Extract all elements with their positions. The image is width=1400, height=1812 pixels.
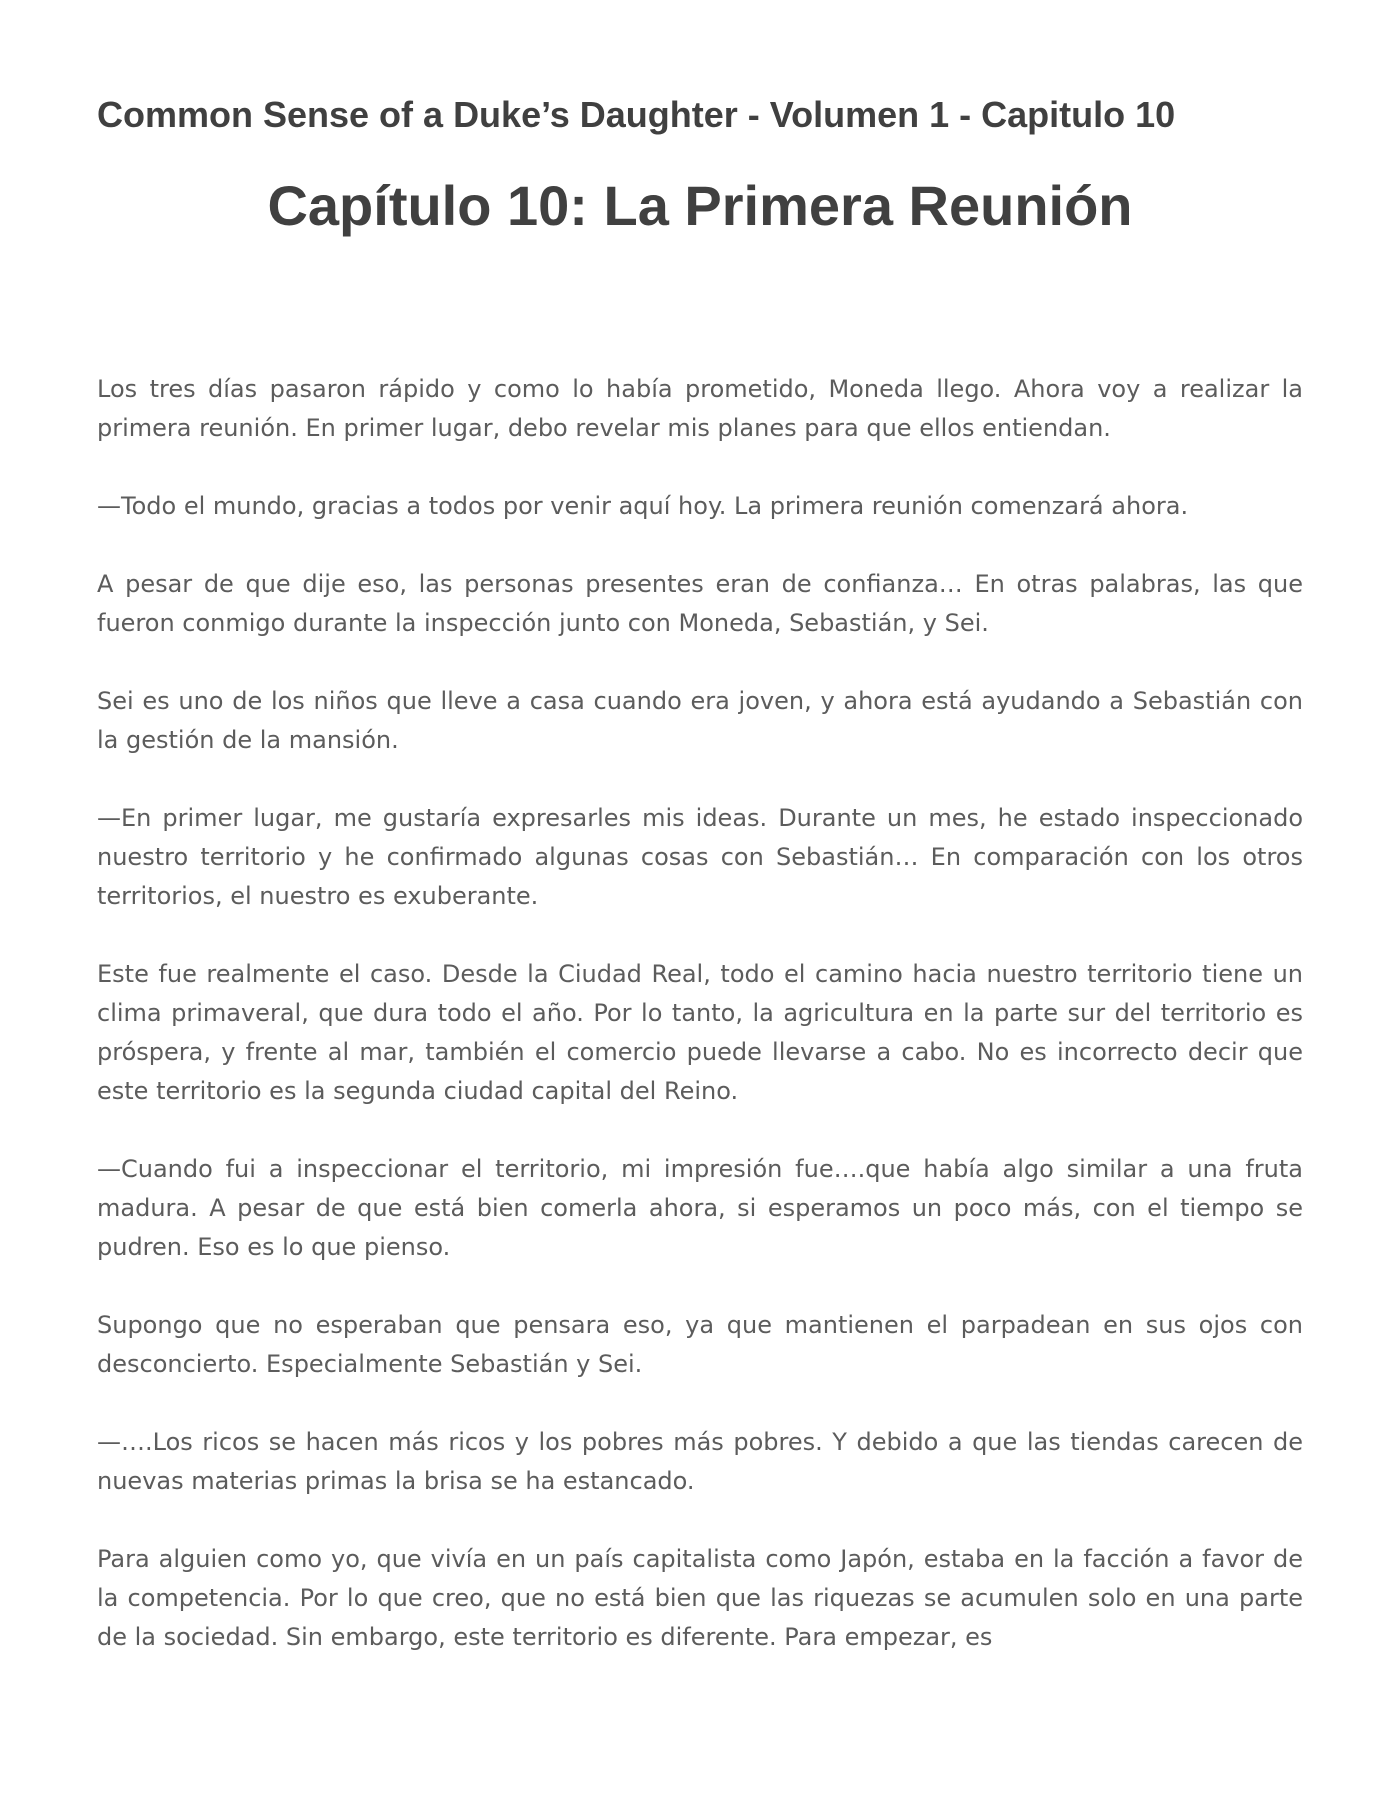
paragraph: Supongo que no esperaban que pensara eso, ya que mantienen el parpadean en sus ojos con desconcierto. Especialmente Sebastián y Sei. (97, 1311, 1303, 1378)
chapter-title: Capítulo 10: La Primera Reunión (267, 174, 1133, 237)
paragraph: Sei es uno de los niños que lleve a casa cuando era joven, y ahora está ayudando a Sebastián con la gestión de la mansión. (97, 687, 1303, 754)
paragraph: —Todo el mundo, gracias a todos por venir aquí hoy. La primera reunión comenzará ahora. (97, 492, 1189, 520)
paragraph: A pesar de que dije eso, las personas presentes eran de confianza… En otras palabras, las que fueron conmigo durante la inspección junto con Moneda, Sebastián, y Sei. (97, 570, 1303, 637)
paragraph: —Cuando fui a inspeccionar el territorio, mi impresión fue….que había algo similar a una fruta madura. A pesar de que está bien comerla ahora, si esperamos un poco más, con el tiempo se pudren. Eso es lo que pienso. (97, 1155, 1303, 1261)
paragraph: —En primer lugar, me gustaría expresarles mis ideas. Durante un mes, he estado inspeccionado nuestro territorio y he confirmado algunas cosas con Sebastián… En comparación con los otros territorios, el nuestro es exuberante. (97, 804, 1303, 910)
paragraph: Para alguien como yo, que vivía en un país capitalista como Japón, estaba en la facción a favor de la competencia. Por lo que creo, que no está bien que las riquezas se acumulen solo en una parte de la sociedad. Sin embargo, este territorio es diferente. Para empezar, es (97, 1545, 1303, 1651)
series-header: Common Sense of a Duke’s Daughter - Volumen 1 - Capitulo 10 (97, 94, 1176, 135)
paragraph: Este fue realmente el caso. Desde la Ciudad Real, todo el camino hacia nuestro territorio tiene un clima primaveral, que dura todo el año. Por lo tanto, la agricultura en la parte sur del territorio es próspera, y frente al mar, también el comercio puede llevarse a cabo. No es incorrecto decir que este territorio es la segunda ciudad capital del Reino. (97, 960, 1303, 1105)
chapter-body (97, 370, 1303, 1657)
paragraph: —….Los ricos se hacen más ricos y los pobres más pobres. Y debido a que las tiendas carecen de nuevas materias primas la brisa se ha estancado. (97, 1428, 1303, 1495)
paragraph: Los tres días pasaron rápido y como lo había prometido, Moneda llego. Ahora voy a realizar la primera reunión. En primer lugar, debo revelar mis planes para que ellos entiendan. (97, 375, 1303, 442)
